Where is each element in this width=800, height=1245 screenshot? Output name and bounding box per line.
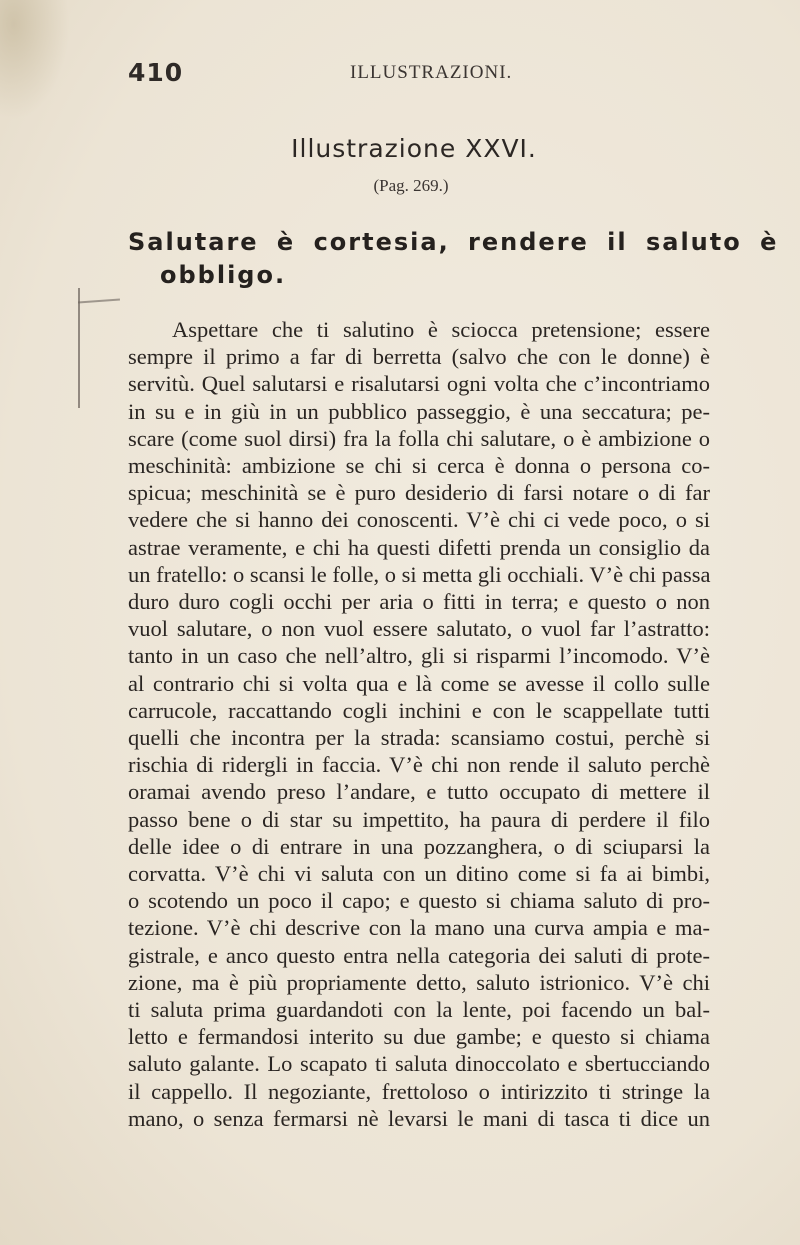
paper-stain (0, 0, 70, 120)
text-line: Aspettare che ti salutino è sciocca pretensione; essere (172, 317, 710, 342)
page-header (128, 58, 708, 88)
text-line: delle idee o di entrare in una pozzanghera, o di sciuparsi la (128, 833, 710, 859)
text-line: o scotendo un poco il capo; e questo si chiama saluto di pro- (128, 888, 710, 914)
page-reference: (Pag. 269.) (373, 176, 449, 195)
body-paragraph (128, 316, 710, 1132)
text-line: in su e in giù in un pubblico passeggio, è una seccatura; pe- (128, 398, 710, 424)
text-line: corvatta. V’è chi vi saluta con un ditino come si fa ai bimbi, (128, 861, 710, 887)
text-line: tezione. V’è chi descrive con la mano una curva ampia e ma- (128, 915, 710, 941)
text-line: tanto in un caso che nell’altro, gli si risparmi l’incomodo. V’è (128, 643, 710, 669)
text-line: il cappello. Il negoziante, frettoloso o intirizzito ti stringe la (128, 1078, 710, 1104)
running-head: ILLUSTRAZIONI. (350, 62, 513, 83)
text-line: scare (come suol dirsi) fra la folla chi salutare, o è ambizione o (128, 425, 710, 451)
text-line: letto e fermandosi interito su due gambe; e questo si chiama (128, 1024, 710, 1050)
illustration-title: Illustrazione XXVI. (291, 134, 537, 163)
text-line: oramai avendo preso l’andare, e tutto occupato di mettere il (128, 779, 710, 805)
text-line: passo bene o di star su impettito, ha paura di perdere il filo (128, 806, 710, 832)
text-line: gistrale, e anco questo entra nella categoria dei saluti di prote- (128, 942, 710, 968)
text-line: meschinità: ambizione se chi si cerca è donna o persona co- (128, 453, 710, 479)
text-line: duro duro cogli occhi per aria o fitti in terra; e questo o non (128, 589, 710, 615)
text-line: zione, ma è più propriamente detto, saluto istrionico. V’è chi (128, 969, 710, 995)
heading-line: Salutare è cortesia, rendere il saluto è (128, 228, 779, 256)
margin-pencil-mark (78, 299, 120, 304)
section-heading (128, 226, 779, 292)
margin-pencil-mark (78, 288, 80, 408)
text-line: carrucole, raccattando cogli inchini e con le scappellate tutti (128, 697, 710, 723)
page-number: 410 (128, 58, 184, 87)
text-line: servitù. Quel salutarsi e risalutarsi ogni volta che c’incontriamo (128, 371, 710, 397)
text-line: al contrario chi si volta qua e là come se avesse il collo sulle (128, 670, 710, 696)
text-line: vuol salutare, o non vuol essere salutato, o vuol far l’astratto: (128, 616, 710, 642)
heading-line: obbligo. (160, 261, 287, 289)
text-line: astrae veramente, e chi ha questi difetti prenda un consiglio da (128, 534, 710, 560)
text-line: saluto galante. Lo scapato ti saluta dinoccolato e sbertucciando (128, 1051, 710, 1077)
text-line: spicua; meschinità se è puro desiderio di farsi notare o di far (128, 480, 710, 506)
text-line: quelli che incontra per la strada: scansiamo costui, perchè si (128, 725, 710, 751)
text-line: rischia di ridergli in faccia. V’è chi non rende il saluto perchè (128, 752, 710, 778)
text-line: ti saluta prima guardandoti con la lente, poi facendo un bal- (128, 997, 710, 1023)
text-line: sempre il primo a far di berretta (salvo che con le donne) è (128, 344, 710, 370)
text-line: mano, o senza fermarsi nè levarsi le mani di tasca ti dice un (128, 1105, 710, 1131)
text-line: vedere che si hanno dei conoscenti. V’è chi ci vede poco, o si (128, 507, 710, 533)
text-line: un fratello: o scansi le folle, o si metta gli occhiali. V’è chi passa (128, 561, 711, 587)
